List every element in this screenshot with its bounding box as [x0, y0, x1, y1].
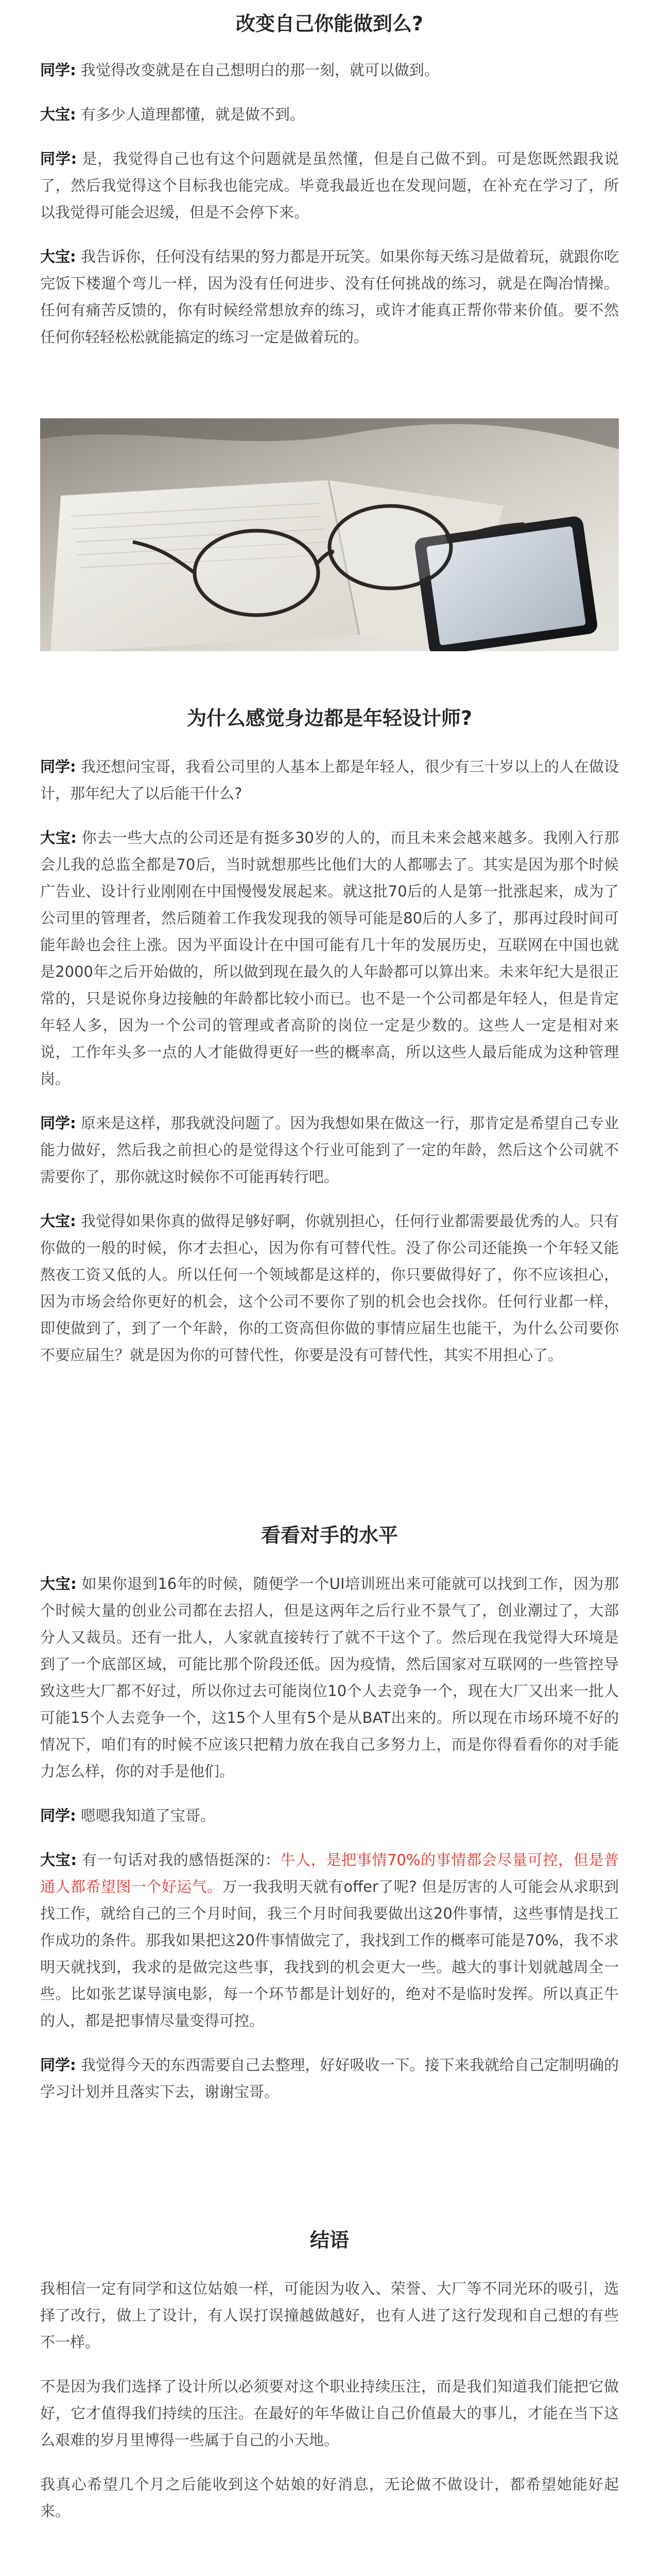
- dialogue-block: [0, 57, 659, 350]
- paragraph-text: 万一我我明天就有offer了呢? 但是厉害的人可能会从求职到找工作，就给自己的三个月时间，我三个月时间我要做出这20件事情，这些事情是找工作成功的条件。那我如果把这20件事情做完了，我找到工作的概率可能是70%，我不求明天就找到，我求的是做完这些事，我找到的机会更大一些。越大的事计划就越周全一些。比如张艺谋导演电影，每一个环节都是计划好的，绝对不是临时发挥。所以真正牛的人，都是把事情尽量变得可控。: [40, 1878, 619, 2029]
- speaker-label: 大宝:: [40, 1851, 77, 1869]
- speaker-label: 同学:: [40, 2056, 76, 2074]
- dialogue-paragraph: [40, 753, 619, 807]
- conclusion-paragraph: 不是因为我们选择了设计所以必须要对这个职业持续压注，而是我们知道我们能把它做好，它才值得我们持续的压注。在最好的年华做让自己价值最大的事儿，才能在当下这么艰难的岁月里博得一些属于自己的小天地。: [40, 2378, 619, 2449]
- conclusion-paragraph: 我相信一定有同学和这位姑娘一样，可能因为收入、荣誉、大厂等不同光环的吸引，选择了改行，做上了设计，有人误打误撞越做越好，也有人进了这行发现和自己想的有些不一样。: [40, 2280, 619, 2351]
- glasses-illustration: [40, 418, 619, 651]
- speaker-label: 大宝:: [40, 248, 76, 265]
- paragraph-text: 我觉得如果你真的做得足够好啊，你就别担心，任何行业都需要最优秀的人。只有你做的一般的时候，你才去担心，因为你有可替代性。没了你公司还能换一个年轻又能熬夜工资又低的人。所以任何一个领域都是这样的，你只要做得好了，你不应该担心，因为市场会给你更好的机会，这个公司不要你了别的机会也会找你。任何行业都一样，即使做到了，到了一个年龄，你的工资高但你做的事情应届生也能干，为什么公司要你不要应届生？就是因为你的可替代性，你要是没有可替代性，其实不用担心了。: [40, 1212, 619, 1364]
- paragraph-text: 是，我觉得自己也有这个问题就是虽然懂，但是自己做不到。可是您既然跟我说了，然后我觉得这个目标我也能完成。毕竟我最近也在发现问题，在补充在学习了，所以我觉得可能会迟缓，但是不会停下来。: [40, 150, 619, 221]
- paragraph-text: 有一句话对我的感悟挺深的：: [81, 1851, 281, 1869]
- dialogue-paragraph: [40, 1802, 619, 1829]
- speaker-label: 同学:: [40, 61, 76, 79]
- speaker-label: 同学:: [40, 1807, 76, 1824]
- speaker-label: 大宝:: [40, 1212, 76, 1230]
- section-title: 结语: [309, 2229, 349, 2251]
- paragraph-text: 我觉得今天的东西需要自己去整理，好好吸收一下。接下来我就给自己定制明确的学习计划并且落实下去，谢谢宝哥。: [40, 2056, 619, 2100]
- paragraph-text: 我告诉你，任何没有结果的努力都是开玩笑。如果你每天练习是做着玩，就跟你吃完饭下楼遛个弯儿一样，因为没有任何进步、没有任何挑战的练习，就是在陶冶情操。任何有痛苦反馈的，你有时候经常想放弃的练习，或许才能真正帮你带来价值。要不然任何你轻轻松松就能搞定的练习一定是做着玩的。: [40, 248, 619, 346]
- speaker-label: 同学:: [40, 758, 76, 775]
- dialogue-paragraph: [40, 824, 619, 1092]
- paragraph-text: 原来是这样，那我就没问题了。因为我想如果在做这一行，那肯定是希望自己专业能力做好，然后我之前担心的是觉得这个行业可能到了一定的年龄，然后这个公司就不需要你了，那你就这时候你不可能再转行吧。: [40, 1114, 619, 1185]
- dialogue-paragraph: [40, 1846, 619, 2034]
- dialogue-paragraph: [40, 145, 619, 226]
- paragraph-text: 我还想问宝哥，我看公司里的人基本上都是年轻人，很少有三十岁以上的人在做设计，那年纪大了以后能干什么?: [40, 758, 619, 802]
- highlighted-quote: 牛人，是把事情70%的事情都会尽量可控，但是普通人都希望图一个好运气。: [40, 1851, 619, 1895]
- dialogue-paragraph: [40, 2052, 619, 2105]
- speaker-label: 大宝:: [40, 829, 77, 846]
- paragraph-text: 你去一些大点的公司还是有挺多30岁的人的，而且未来会越来越多。我刚入行那会儿我的总监全都是70后，当时就想那些比他们大的人都哪去了。其实是因为那个时候广告业、设计行业刚刚在中国慢慢发展起来。就这批70后的人是第一批涨起来，成为了公司里的管理者，然后随着工作我发现我的领导可能是80后的人多了，那再过段时间可能年龄也会往上涨。因为平面设计在中国可能有几十年的发展历史，互联网在中国也就是2000年之后开始做的，所以做到现在最久的人年龄都可以算出来。未来年纪大是很正常的，只是说你身边接触的年龄都比较小而已。也不是一个公司都是年轻人，但是肯定年轻人多，因为一个公司的管理或者高阶的岗位一定是少数的。这些人一定是相对来说，工作年头多一点的人才能做得更好一些的概率高，所以这些人最后能成为这种管理岗。: [40, 829, 619, 1088]
- dialogue-block: [0, 1570, 659, 2105]
- article-photo: [40, 418, 619, 651]
- dialogue-paragraph: [40, 1110, 619, 1190]
- conclusion-block: [0, 2275, 659, 2524]
- dialogue-paragraph: [40, 101, 619, 128]
- dialogue-paragraph: [40, 57, 619, 83]
- section-title: 为什么感觉身边都是年轻设计师?: [186, 707, 473, 730]
- speaker-label: 大宝:: [40, 106, 76, 123]
- speaker-label: 大宝:: [40, 1575, 77, 1592]
- paragraph-text: 有多少人道理都懂，就是做不到。: [80, 106, 305, 123]
- paragraph-text: 我觉得改变就是在自己想明白的那一刻，就可以做到。: [80, 61, 439, 79]
- speaker-label: 同学:: [40, 150, 77, 167]
- section-title: 改变自己你能做到么?: [235, 12, 424, 35]
- paragraph-text: 嗯嗯我知道了宝哥。: [80, 1807, 215, 1824]
- section-title: 看看对手的水平: [261, 1524, 398, 1547]
- speaker-label: 同学:: [40, 1114, 76, 1132]
- dialogue-paragraph: [40, 1208, 619, 1368]
- conclusion-paragraph: 我真心希望几个月之后能收到这个姑娘的好消息，无论做不做设计，都希望她能好起来。: [40, 2476, 619, 2520]
- dialogue-paragraph: [40, 243, 619, 350]
- paragraph-text: 如果你退到16年的时候，随便学一个UI培训班出来可能就可以找到工作，因为那个时候大量的创业公司都在去招人，但是这两年之后行业不景气了，创业潮过了，大部分人又裁员。还有一批人，人家就直接转行了就不干这个了。然后现在我觉得大环境是到了一个底部区域，可能比那个阶段还低。因为疫情，然后国家对互联网的一些管控导致这些大厂都不好过，所以你过去可能岗位10个人去竞争一个，现在大厂又出来一批人可能15个人去竞争一个，这15个人里有5个是从BAT出来的。所以现在市场环境不好的情况下，咱们有的时候不应该只把精力放在我自己多努力上，而是你得看看你的对手能力怎么样，你的对手是他们。: [40, 1575, 619, 1780]
- dialogue-paragraph: [40, 1570, 619, 1785]
- dialogue-block: [0, 753, 659, 1368]
